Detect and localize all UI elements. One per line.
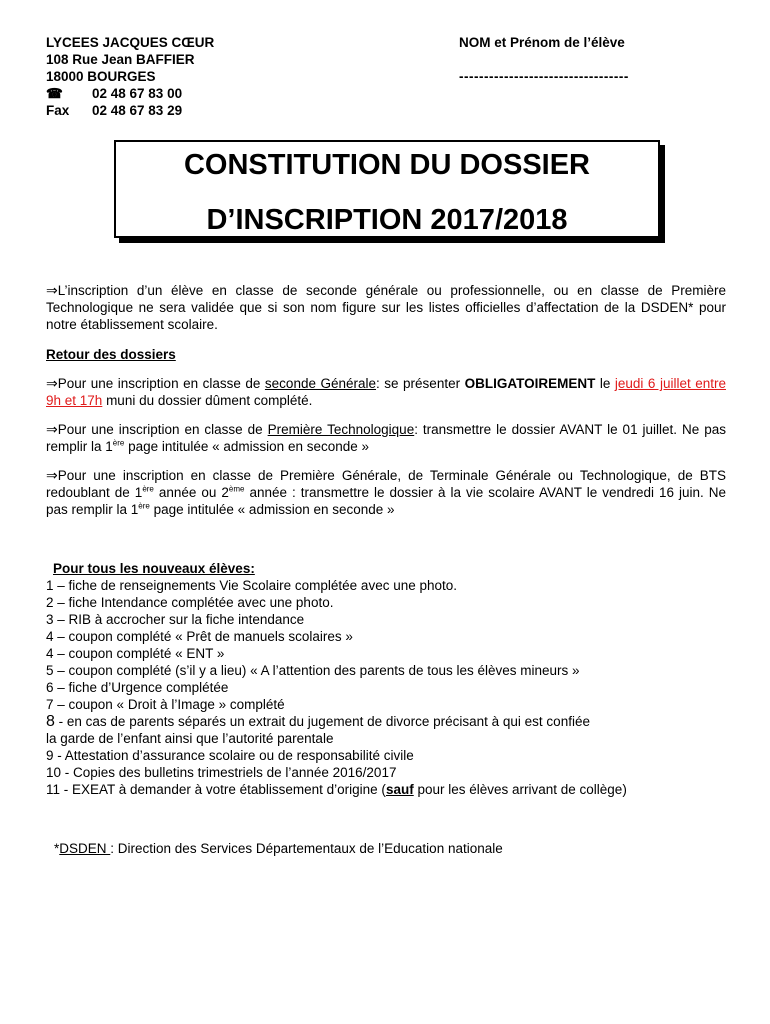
arrow-icon: ⇒ <box>46 375 58 391</box>
p3-text-c: année : transmettre le dossier à la vie scolaire AVANT le vendredi 16 juin. Ne pas remplir la 1 <box>46 485 726 517</box>
p1-text-d: muni du dossier dûment complété. <box>102 393 313 408</box>
p1-bold: OBLIGATOIREMENT <box>464 376 596 391</box>
list-item: 10 - Copies des bulletins trimestriels de l’année 2016/2017 <box>46 765 397 780</box>
list-item: 3 – RIB à accrocher sur la fiche intendance <box>46 612 305 627</box>
p1-text-b: : se présenter <box>376 376 465 391</box>
title-box <box>114 140 660 238</box>
phone-number: 02 48 67 83 00 <box>92 86 183 101</box>
p3-sup1: ère <box>142 484 154 494</box>
p1-date: jeudi 6 juillet entre 9h et 17h <box>46 376 726 408</box>
item-11-sauf: sauf <box>385 782 414 797</box>
footnote-text: : Direction des Services Départementaux de l’Education nationale <box>110 841 503 856</box>
title-line-2: D’INSCRIPTION 2017/2018 <box>206 204 568 236</box>
return-heading-text: Retour des dossiers <box>46 347 176 362</box>
arrow-icon: ⇒ <box>46 282 58 298</box>
item-8-number: 8 <box>46 713 55 730</box>
footnote <box>54 840 503 857</box>
list-item: 5 – coupon complété (s’il y a lieu) « A l’attention des parents de tous les élèves mineurs » <box>46 663 580 678</box>
school-phone <box>46 85 214 102</box>
paragraph-seconde <box>46 375 726 409</box>
fax-number: 02 48 67 83 29 <box>92 103 183 118</box>
school-city: 18000 BOURGES <box>46 69 156 84</box>
p2-text-c: page intitulée « admission en seconde » <box>124 439 370 454</box>
footnote-abbr: DSDEN <box>59 841 111 856</box>
p3-text-b: année ou 2 <box>153 485 229 500</box>
school-fax <box>46 102 214 119</box>
intro-text: L’inscription d’un élève en classe de seconde générale ou professionnelle, ou en classe de Première Technologique ne sera validée que si son nom figure sur les listes officielles d’affectation de la DSDEN* pour notre établissement scolaire. <box>46 283 726 332</box>
p3-sup2: ème <box>228 484 245 494</box>
item-11-text-b: pour les élèves arrivant de collège) <box>413 782 627 797</box>
list-item: 4 – coupon complété « Prêt de manuels scolaires » <box>46 629 353 644</box>
fax-label: Fax <box>46 103 70 118</box>
p2-class: Première Technologique <box>267 422 415 437</box>
return-heading <box>46 346 726 363</box>
p3-text-d: page intitulée « admission en seconde » <box>149 502 395 517</box>
school-address: 108 Rue Jean BAFFIER <box>46 52 195 67</box>
title-line-1: CONSTITUTION DU DOSSIER <box>183 149 590 181</box>
p2-text-b: : transmettre le dossier AVANT le 01 juillet. Ne pas remplir la 1 <box>46 422 727 454</box>
phone-icon: ☎ <box>46 86 63 101</box>
arrow-icon: ⇒ <box>46 467 58 483</box>
p1-text-a: Pour une inscription en classe de <box>57 376 265 391</box>
list-item: 7 – coupon « Droit à l’Image » complété <box>46 697 285 712</box>
p3-text-a: Pour une inscription en classe de Première Générale, de Terminale Générale ou Technologique, de BTS redoublant de 1 <box>46 468 726 500</box>
p1-class: seconde Générale <box>264 376 377 391</box>
arrow-icon: ⇒ <box>46 421 58 437</box>
list-heading: Pour tous les nouveaux élèves: <box>53 561 255 576</box>
p2-text-a: Pour une inscription en classe de <box>57 422 268 437</box>
p3-sup3: ère <box>138 501 150 511</box>
footnote-star: * <box>54 841 60 856</box>
item-8-text: - en cas de parents séparés un extrait du jugement de divorce précisant à qui est confiée <box>54 714 590 729</box>
list-item: 6 – fiche d’Urgence complétée <box>46 680 229 695</box>
item-11-text-a: 11 - EXEAT à demander à votre établissement d’origine ( <box>46 782 386 797</box>
p2-sup: ère <box>112 438 125 448</box>
list-item: 9 - Attestation d’assurance scolaire ou de responsabilité civile <box>46 748 414 763</box>
student-name-field <box>459 34 629 85</box>
student-name-label: NOM et Prénom de l’élève <box>459 35 625 50</box>
school-info <box>46 34 214 119</box>
list-item-continuation: la garde de l’enfant ainsi que l’autorité parentale <box>46 731 334 746</box>
list-item: 1 – fiche de renseignements Vie Scolaire complétée avec une photo. <box>46 578 458 593</box>
documents-list <box>46 560 627 798</box>
list-item <box>46 713 627 730</box>
student-name-line: ---------------------------------- <box>459 69 629 84</box>
school-name: LYCEES JACQUES CŒUR <box>46 35 215 50</box>
paragraph-premiere-techno <box>46 421 726 455</box>
intro-paragraph <box>46 282 726 333</box>
list-item: 4 – coupon complété « ENT » <box>46 646 225 661</box>
paragraph-other-classes <box>46 467 726 518</box>
p1-text-c: le <box>595 376 615 391</box>
list-item: 2 – fiche Intendance complétée avec une photo. <box>46 595 334 610</box>
list-item <box>46 781 627 798</box>
